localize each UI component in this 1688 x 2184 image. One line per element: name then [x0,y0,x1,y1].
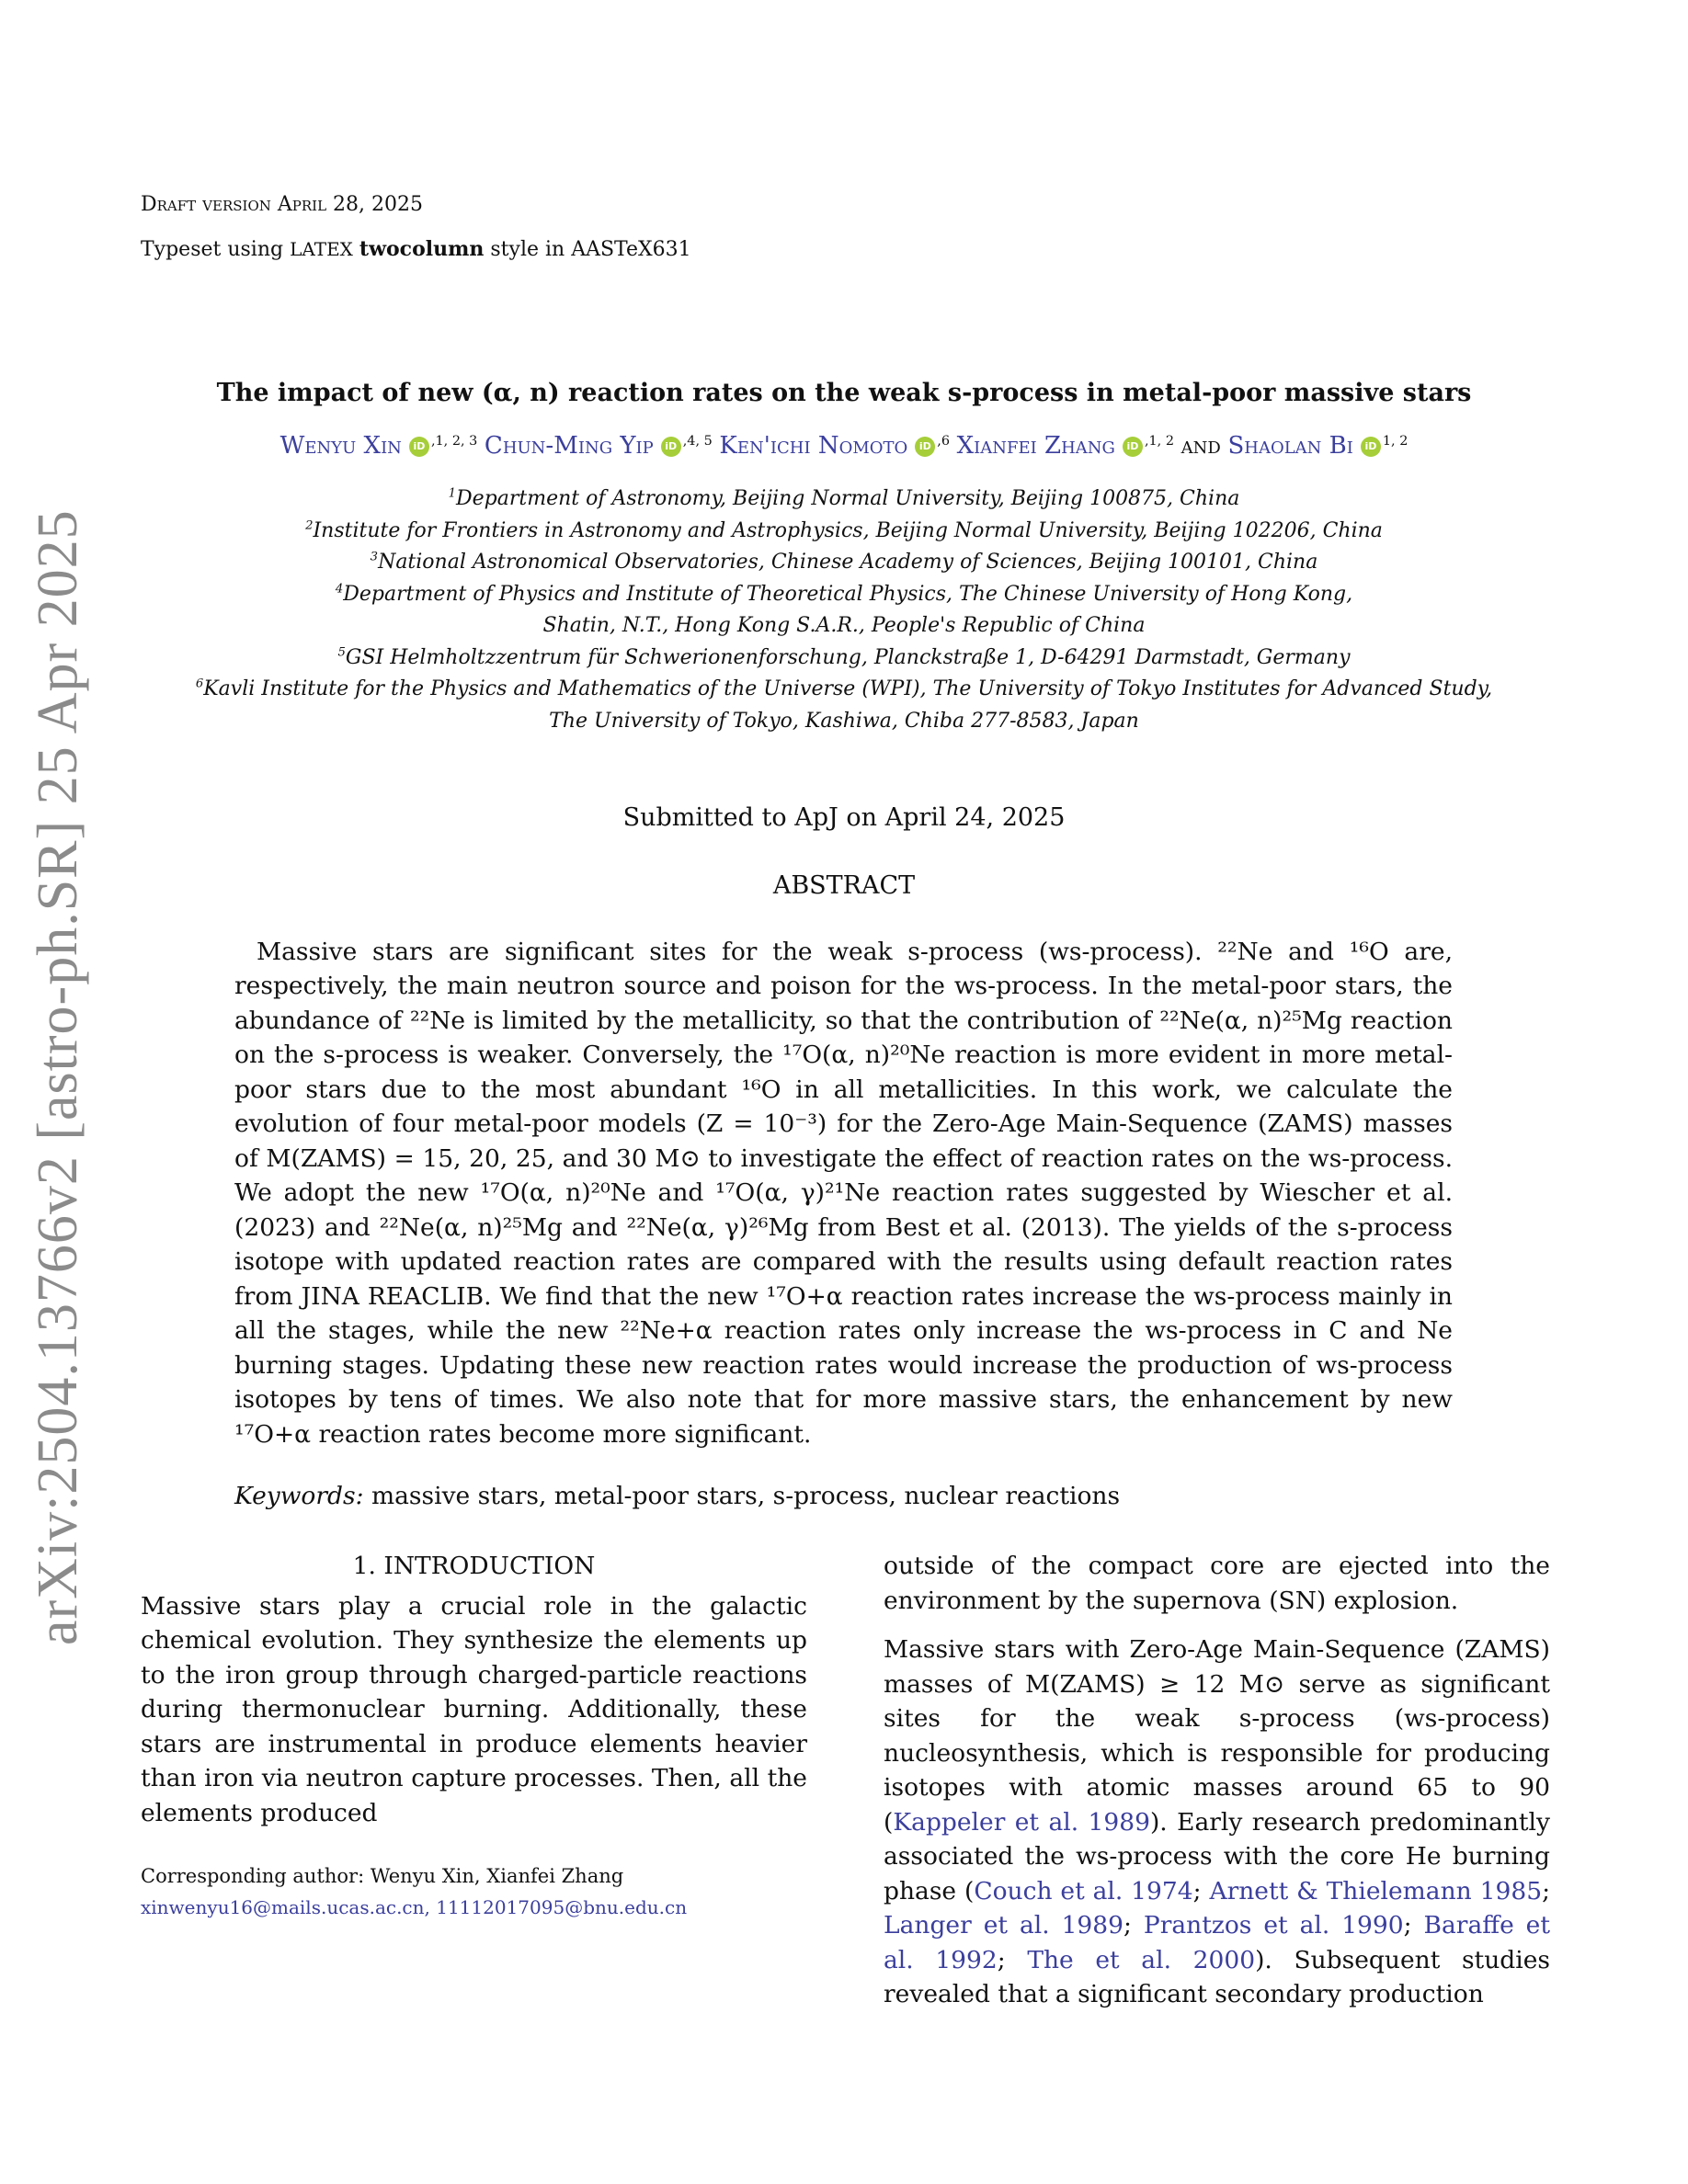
affiliation [0,706,1688,738]
draft-version-line: Draft version April 28, 2025 [141,193,423,216]
affiliation [0,547,1688,579]
affiliation-number: 2 [305,518,314,533]
citation-separator: ; [997,1945,1028,1974]
orcid-icon[interactable]: iD [1361,437,1381,457]
typeset-prefix: Typeset using [141,238,291,261]
latex-logo: LATEX [290,238,353,260]
citation-link[interactable]: Baraffe et al. 1992 [884,1911,1550,1974]
affiliation-number: 4 [335,582,344,597]
affiliation-text: Institute for Frontiers in Astronomy and Astrophysics, Beijing Normal University, Beijing 102206, China [313,518,1383,542]
right-column [884,1549,1550,2012]
affiliation-text: GSI Helmholtzzentrum für Schwerionenforschung, Planckstraße 1, D-64291 Darmstadt, Germany [345,645,1351,669]
paragraph-text: Massive stars with Zero-Age Main-Sequence (ZAMS) masses of M(ZAMS) ≥ 12 M⊙ serve as significant sites for the weak s-process (ws-process) nucleosynthesis, which is responsible for producing isotopes with atomic masses around 65 to 90 ( [884,1635,1550,1837]
affiliation [0,516,1688,548]
citation-link[interactable]: Arnett & Thielemann 1985 [1209,1876,1543,1905]
author-affiliation-marks: 1, 2 [1382,434,1409,449]
affiliation [0,610,1688,643]
affiliation [0,483,1688,516]
affiliation-number: 6 [195,677,204,691]
affiliation [0,643,1688,675]
author-list [0,432,1688,460]
orcid-icon[interactable]: iD [661,437,681,457]
orcid-icon[interactable]: iD [915,437,935,457]
citation-link[interactable]: Couch et al. 1974 [974,1876,1193,1905]
intro-paragraph: Massive stars play a crucial role in the galactic chemical evolution. They synthesize the elements up to the iron group through charged-particle reactions during thermonuclear burning. Additionally, these stars are instrumental in produce elements heavier than iron via neutron capture processes. Then, all the elements produced [141,1591,807,1827]
affiliation-text: The University of Tokyo, Kashiwa, Chiba 277-8583, Japan [549,709,1139,733]
abstract-text: Massive stars are significant sites for the weak s-process (ws-process). ²²Ne and ¹⁶O are, respectively, the main neutron source and poison for the ws-process. In the metal-poor stars, the abundance of ²²Ne is limited by the metallicity, so that the contribution of ²²Ne(α, n)²⁵Mg reaction on the s-process is weaker. Conversely, the ¹⁷O(α, n)²⁰Ne reaction is more evident in more metal-poor stars due to the most abundant ¹⁶O in all metallicities. In this work, we calculate the evolution of four metal-poor models (Z = 10⁻³) for the Zero-Age Main-Sequence (ZAMS) masses of M(ZAMS) = 15, 20, 25, and 30 M⊙ to investigate the effect of reaction rates on the ws-process. We adopt the new ¹⁷O(α, n)²⁰Ne and ¹⁷O(α, γ)²¹Ne reaction rates suggested by Wiescher et al. (2023) and ²²Ne(α, n)²⁵Mg and ²²Ne(α, γ)²⁶Mg from Best et al. (2013). The yields of the s-process isotope with updated reaction rates are compared with the results using default reaction rates from JINA REACLIB. We find that the new ¹⁷O+α reaction rates increase the ws-process mainly in all the stages, while the new ²²Ne+α reaction rates only increase the ws-process in C and Ne burning stages. Updating these new reaction rates would increase the production of ws-process isotopes by tens of times. We also note that for more massive stars, the enhancement by new ¹⁷O+α reaction rates become more significant. [234,937,1453,1449]
affiliation [0,674,1688,706]
orcid-icon[interactable]: iD [409,437,429,457]
affiliation-text: Department of Physics and Institute of Theoretical Physics, The Chinese University of Hong Kong, [343,582,1353,606]
section-heading-introduction: 1. INTRODUCTION [352,1552,596,1580]
authors-and: and [1180,432,1221,460]
citation-link[interactable]: Langer et al. 1989 [884,1911,1124,1939]
author-affiliation-marks: ,6 [937,434,951,449]
affiliation-text: National Astronomical Observatories, Chinese Academy of Sciences, Beijing 100101, China [378,551,1318,574]
keywords-label: Keywords: [234,1482,364,1510]
arxiv-identifier: arXiv:2504.13766v2 [astro-ph.SR] 25 Apr 2025 [27,509,89,1645]
author-name[interactable]: Wenyu Xin [279,432,402,460]
affiliation-number: 5 [337,645,346,660]
intro-paragraph-continued: outside of the compact core are ejected into the environment by the supernova (SN) explosion. [884,1552,1550,1615]
author-name[interactable]: Shaolan Bi [1227,432,1353,460]
typeset-bold: twocolumn [359,237,485,261]
paragraph-text: ). Subsequent studies revealed that a significant secondary production [884,1945,1550,2008]
corresponding-author-footnote [141,1860,687,1923]
typeset-line [141,237,691,261]
citation-link[interactable]: Kappeler et al. 1989 [893,1807,1150,1837]
abstract-heading: ABSTRACT [772,871,916,900]
citation-separator: ; [1123,1911,1144,1939]
keywords-list: massive stars, metal-poor stars, s-process, nuclear reactions [363,1482,1121,1510]
keywords-line [234,1482,1120,1510]
intro-paragraph [884,1632,1550,2012]
citation-separator: ; [1403,1911,1424,1939]
author-affiliation-marks: ,1, 2 [1144,434,1174,449]
author-name[interactable]: Ken'ichi Nomoto [719,432,908,460]
citation-link[interactable]: Prantzos et al. 1990 [1143,1911,1404,1939]
affiliation-text: Kavli Institute for the Physics and Mathematics of the Universe (WPI), The University of Tokyo Institutes for Advanced Study, [203,677,1493,700]
submission-note: Submitted to ApJ on April 24, 2025 [622,803,1066,832]
affiliation-list [0,483,1688,737]
left-column [141,1549,807,1830]
affiliation-text: Shatin, N.T., Hong Kong S.A.R., People's Republic of China [542,614,1146,637]
author-email-links[interactable]: xinwenyu16@mails.ucas.ac.cn, 11112017095@bnu.edu.cn [141,1896,688,1918]
affiliation-number: 1 [448,486,456,501]
citation-separator: ; [1192,1876,1210,1905]
affiliation-number: 3 [370,550,379,564]
orcid-icon[interactable]: iD [1123,437,1143,457]
typeset-suffix: style in AASTeX631 [484,238,691,261]
affiliation-text: Department of Astronomy, Beijing Normal University, Beijing 100875, China [456,487,1240,510]
citation-link[interactable]: The et al. 2000 [1027,1945,1256,1974]
paragraph-text: ). Early research predominantly associated the ws-process with the core He burning phase ( [884,1807,1550,1905]
paper-title: The impact of new (α, n) reaction rates on the weak s-process in metal-poor massive stars [216,379,1472,407]
author-name[interactable]: Chun-Ming Yip [484,432,654,460]
affiliation [0,579,1688,611]
citation-separator: ; [1542,1876,1550,1905]
author-affiliation-marks: ,1, 2, 3 [430,434,478,449]
footnote-label: Corresponding author: Wenyu Xin, Xianfei Zhang [141,1865,624,1887]
author-affiliation-marks: ,4, 5 [682,434,713,449]
author-name[interactable]: Xianfei Zhang [956,432,1115,460]
